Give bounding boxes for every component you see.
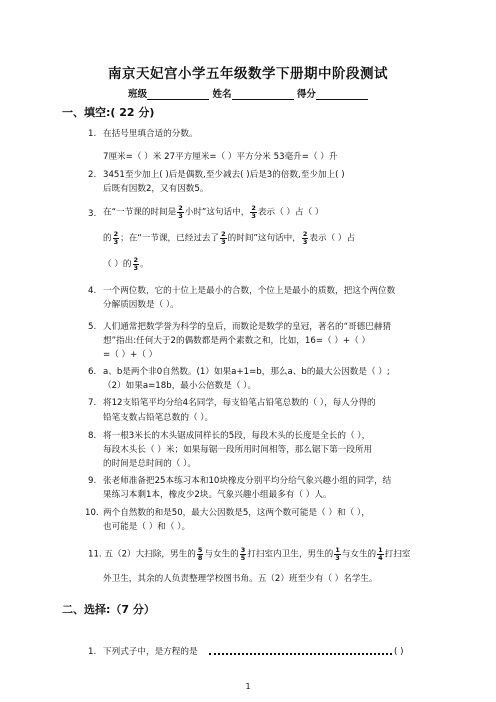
question-9-line-2: 果练习本剩1本，橡皮少2块。气象兴趣小组最多有（ ）人。 (103, 490, 332, 500)
question-5-line-3: =（ ）+（ ） (103, 350, 158, 360)
question-7-line-1: 将12支铅笔平均分给4名同学，每支铅笔占铅笔总数的（ ），每人分得的 (103, 398, 376, 408)
class-blank (147, 89, 209, 100)
question-10-line-1: 两个自然数的和是50，最大公因数是5，这两个数可能是（ ）和（ ）， (103, 508, 370, 518)
answer-paren: ( ) (394, 647, 404, 657)
question-11-line-1: 11. 五（2）大扫除，男生的 $\frac{5}{8}$ 与女生的 $\frac{3}{5}$ 打扫室内卫生，男生的 $\frac{1}{3}$ 与女生的 $\frac{1}{4}$ 打扫室 (88, 546, 411, 562)
score-label: 得分 (296, 89, 316, 100)
fraction-five-eighths: $\frac{5}{8}$ (197, 546, 203, 562)
question-11-number: 11. (88, 549, 102, 560)
question-6-line-2: （2）如果a=18b，最小公倍数是（ ）。 (103, 381, 257, 391)
section-heading-fill-blank: 一、填空:( 22 分) (62, 106, 155, 119)
name-blank (232, 89, 294, 100)
class-label: 班级 (128, 89, 148, 100)
question-3-number: 3. (88, 209, 97, 219)
question-4-number: 4. (88, 286, 97, 296)
question-1-number: 1. (88, 129, 97, 139)
fraction-one-third: $\frac{1}{3}$ (335, 546, 340, 562)
question-3-line-3: （ ）的 $\frac{2}{3}$ 。 (103, 256, 149, 272)
fraction-two-thirds: $\frac{2}{3}$ (251, 204, 256, 220)
dotted-leader (209, 653, 392, 655)
question-10-line-2: 也可能是（ ）和（ ）。 (103, 522, 191, 532)
question-5-line-2: 想”指出:任何大于2的偶数都是两个素数之和，比如，16=（ ）+（ ） (103, 336, 371, 346)
question-5-line-1: 人们通常把数学誉为科学的皇后，而数论是数学的皇冠，著名的“哥德巴赫猜 (103, 322, 392, 332)
question-3-line-1: 在“一节课的时间是 $\frac{2}{3}$ 小时”这句话中， $\frac{2}{3}$ 表示（ ）占（ ） (103, 204, 324, 220)
fraction-two-thirds: $\frac{2}{3}$ (221, 230, 226, 246)
fraction-two-thirds: $\frac{2}{3}$ (302, 230, 308, 246)
fraction-two-thirds: $\frac{2}{3}$ (113, 230, 119, 246)
score-blank (316, 89, 368, 100)
question-2-number: 2. (88, 170, 97, 180)
question-6-number: 6. (88, 367, 97, 377)
choice-question-1-number: 1. (88, 647, 97, 657)
question-6-line-1: a、b是两个非0自然数。(1）如果a+1=b，那么a、b的最大公因数是（ ）; (103, 367, 390, 377)
fraction-two-thirds: $\frac{2}{3}$ (178, 204, 183, 220)
question-7-line-2: 铅笔支数占铅笔总数的（ ）。 (103, 413, 214, 423)
choice-question-1-text: 下列式子中，是方程的是 (103, 647, 198, 657)
question-2-line-2: 后既有因数2，又有因数5。 (103, 184, 209, 194)
question-2-line-1: 3451至少加上( )后是偶数,至少减去( )后是3的倍数,至少加上( ) (103, 170, 345, 180)
section-heading-choice: 二、选择:（7 分） (62, 603, 155, 616)
question-8-line-3: 的时间是总时间的（ ）。 (103, 459, 196, 469)
question-4-line-1: 一个两位数，它的十位上是最小的合数，个位上是最小的质数，把这个两位数 (103, 286, 396, 296)
question-4-line-2: 分解质因数是（ ）。 (103, 300, 179, 310)
question-5-number: 5. (88, 322, 97, 332)
question-8-line-1: 将一根3米长的木头锯成同样长的5段，每段木头的长度是全长的（ ）， (103, 431, 371, 441)
question-8-number: 8. (88, 431, 97, 441)
fraction-one-fourth: $\frac{1}{4}$ (378, 546, 383, 562)
fraction-two-thirds: $\frac{2}{3}$ (133, 256, 139, 272)
question-11-line-2: 外卫生，其余的人负责整理学校图书角。五（2）班至少有（ ）名学生。 (103, 574, 378, 584)
question-8-line-2: 每段木头长（ ）米；如果每锯一段所用时间相等，那么锯下第一段所用 (103, 445, 373, 455)
fraction-three-fifths: $\frac{3}{5}$ (240, 546, 246, 562)
question-7-number: 7. (88, 398, 97, 408)
student-info-line (0, 86, 496, 100)
question-9-line-1: 张老师准备把25本练习本和10块橡皮分别平均分给气象兴趣小组的同学，结 (103, 476, 392, 486)
question-10-number: 10. (85, 508, 99, 518)
name-label: 姓名 (212, 89, 232, 100)
question-1-text: 在括号里填合适的分数。 (103, 129, 198, 139)
question-9-number: 9. (88, 476, 97, 486)
page-number: 1 (245, 682, 251, 691)
question-1-units: 7厘米=（ ）米 27平方厘米=（ ）平方分米 53毫升=（ ）升 (103, 152, 338, 162)
page-title: 南京天妃宫小学五年级数学下册期中阶段测试 (108, 66, 388, 82)
question-3-line-2: 的 $\frac{2}{3}$ ；在“一节课，已经过去了 $\frac{2}{3}$ 的时间”这句话中， $\frac{2}{3}$ 表示（ ）占 (103, 230, 356, 246)
